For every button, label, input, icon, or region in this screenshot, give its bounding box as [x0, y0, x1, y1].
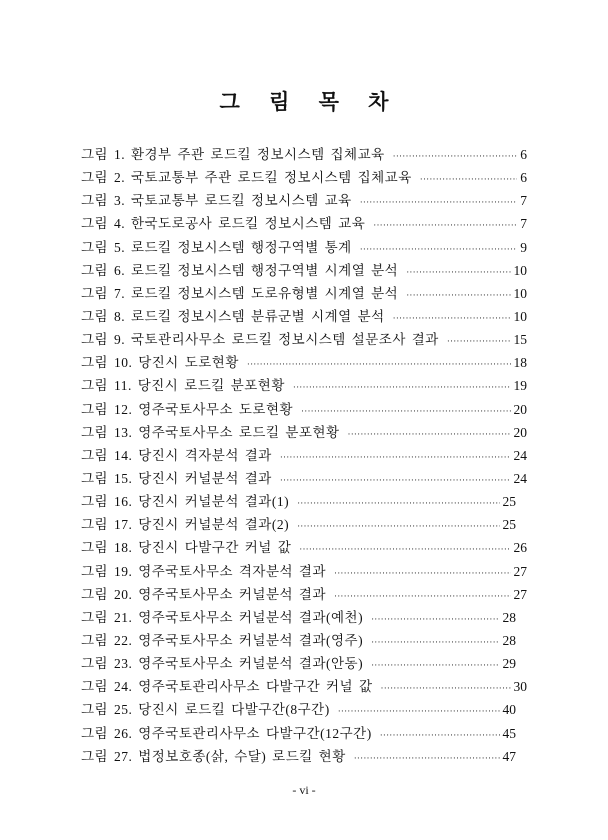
toc-entry-label: 그림 8. 로드킬 정보시스템 분류군별 시계열 분석: [81, 308, 385, 324]
toc-entry-page: 24: [513, 470, 527, 486]
toc-entry-page: 28: [502, 632, 516, 648]
toc-entry[interactable]: [81, 745, 527, 768]
dot-leader: [348, 429, 511, 439]
table-of-figures: [81, 143, 527, 768]
dot-leader: [280, 452, 511, 462]
toc-entry-page: 7: [520, 193, 527, 209]
dot-leader: [381, 683, 511, 693]
toc-entry-label: 그림 5. 로드킬 정보시스템 행정구역별 통계: [81, 239, 352, 255]
toc-entry[interactable]: [81, 421, 527, 444]
toc-entry-page: 10: [513, 308, 527, 324]
dot-leader: [299, 544, 510, 554]
toc-entry-label: 그림 4. 한국도로공사 로드킬 정보시스템 교육: [81, 216, 366, 232]
toc-entry-page: 7: [520, 216, 527, 232]
toc-entry[interactable]: [81, 629, 527, 652]
toc-entry[interactable]: [81, 467, 527, 490]
toc-entry-page: 30: [513, 679, 527, 695]
toc-entry-label: 그림 24. 영주국토관리사무소 다발구간 커널 값: [81, 679, 373, 695]
toc-entry-page: 18: [513, 355, 527, 371]
toc-entry-label: 그림 16. 당진시 커널분석 결과(1): [81, 494, 290, 510]
dot-leader: [360, 244, 518, 254]
toc-entry-label: 그림 19. 영주국토사무소 격자분석 결과: [81, 563, 326, 579]
toc-entry[interactable]: [81, 583, 527, 606]
dot-leader: [373, 220, 517, 230]
dot-leader: [297, 521, 499, 531]
dot-leader: [371, 637, 499, 647]
toc-entry[interactable]: [81, 143, 527, 166]
toc-entry-page: 6: [520, 170, 527, 186]
toc-entry[interactable]: [81, 305, 527, 328]
toc-entry-page: 29: [502, 656, 516, 672]
toc-entry[interactable]: [81, 652, 527, 675]
dot-leader: [371, 614, 499, 624]
toc-entry-label: 그림 20. 영주국토사무소 커널분석 결과: [81, 586, 326, 602]
dot-leader: [334, 568, 511, 578]
toc-entry-page: 19: [513, 378, 527, 394]
toc-entry-page: 25: [502, 494, 516, 510]
toc-entry-page: 10: [513, 285, 527, 301]
dot-leader: [406, 290, 510, 300]
dot-leader: [301, 406, 510, 416]
toc-entry-page: 6: [520, 147, 527, 162]
dot-leader: [247, 359, 511, 369]
page-number-footer: - vi -: [292, 783, 316, 797]
page-title: 그 림 목 차: [219, 90, 401, 114]
toc-entry-label: 그림 17. 당진시 커널분석 결과(2): [81, 517, 290, 533]
toc-entry-page: 26: [513, 540, 527, 556]
toc-entry-page: 20: [513, 401, 527, 417]
toc-entry-page: 15: [513, 332, 527, 348]
toc-entry[interactable]: [81, 698, 527, 721]
toc-entry[interactable]: [81, 212, 527, 235]
toc-entry-label: 그림 21. 영주국토사무소 커널분석 결과(예천): [81, 609, 364, 625]
toc-entry-page: 9: [520, 239, 527, 255]
toc-entry[interactable]: [81, 444, 527, 467]
toc-entry-label: 그림 3. 국토교통부 로드킬 정보시스템 교육: [81, 193, 352, 209]
toc-entry[interactable]: [81, 560, 527, 583]
dot-leader: [354, 753, 500, 763]
dot-leader: [360, 197, 518, 207]
toc-entry[interactable]: [81, 282, 527, 305]
toc-entry-label: 그림 7. 로드킬 정보시스템 도로유형별 시계열 분석: [81, 285, 399, 301]
dot-leader: [380, 730, 500, 740]
toc-entry-label: 그림 10. 당진시 도로현황: [81, 355, 239, 371]
toc-entry[interactable]: [81, 189, 527, 212]
dot-leader: [297, 498, 499, 508]
dot-leader: [334, 591, 511, 601]
toc-entry[interactable]: [81, 374, 527, 397]
toc-entry-page: 20: [513, 424, 527, 440]
toc-entry[interactable]: [81, 490, 527, 513]
dot-leader: [406, 267, 510, 277]
toc-entry[interactable]: [81, 675, 527, 698]
dot-leader: [393, 151, 518, 161]
dot-leader: [420, 174, 518, 184]
toc-entry[interactable]: [81, 722, 527, 745]
toc-entry-label: 그림 22. 영주국토사무소 커널분석 결과(영주): [81, 632, 364, 648]
toc-entry-label: 그림 25. 당진시 로드킬 다발구간(8구간): [81, 702, 330, 718]
toc-entry-label: 그림 2. 국토교통부 주관 로드킬 정보시스템 집체교육: [81, 170, 412, 186]
dot-leader: [338, 706, 500, 716]
toc-entry[interactable]: [81, 513, 527, 536]
toc-entry[interactable]: [81, 351, 527, 374]
dot-leader: [371, 660, 499, 670]
toc-entry-page: 25: [502, 517, 516, 533]
toc-entry-page: 47: [502, 748, 516, 764]
toc-entry-label: 그림 15. 당진시 커널분석 결과: [81, 470, 272, 486]
dot-leader: [447, 336, 511, 346]
toc-entry-label: 그림 26. 영주국토관리사무소 다발구간(12구간): [81, 725, 372, 741]
toc-entry-page: 27: [513, 563, 527, 579]
toc-entry-label: 그림 11. 당진시 로드킬 분포현황: [81, 378, 285, 394]
toc-entry-page: 40: [502, 702, 516, 718]
toc-entry-page: 27: [513, 586, 527, 602]
toc-entry-label: 그림 9. 국토관리사무소 로드킬 정보시스템 설문조사 결과: [81, 332, 439, 348]
toc-entry-page: 28: [502, 609, 516, 625]
dot-leader: [280, 475, 511, 485]
toc-entry[interactable]: [81, 259, 527, 282]
toc-entry[interactable]: [81, 328, 527, 351]
toc-entry[interactable]: [81, 166, 527, 189]
dot-leader: [393, 313, 511, 323]
toc-entry-label: 그림 14. 당진시 격자분석 결과: [81, 447, 272, 463]
toc-entry-label: 그림 23. 영주국토사무소 커널분석 결과(안동): [81, 656, 364, 672]
toc-entry-page: 24: [513, 447, 527, 463]
toc-entry-label: 그림 27. 법정보호종(삵, 수달) 로드킬 현황: [81, 748, 346, 764]
toc-entry-label: 그림 12. 영주국토사무소 도로현황: [81, 401, 294, 417]
toc-entry[interactable]: [81, 236, 527, 259]
toc-entry-label: 그림 13. 영주국토사무소 로드킬 분포현황: [81, 424, 340, 440]
toc-entry[interactable]: [81, 536, 527, 559]
toc-entry-page: 45: [502, 725, 516, 741]
toc-entry[interactable]: [81, 398, 527, 421]
toc-entry-page: 10: [513, 262, 527, 278]
dot-leader: [293, 382, 511, 392]
toc-entry-label: 그림 18. 당진시 다발구간 커널 값: [81, 540, 292, 556]
toc-entry[interactable]: [81, 606, 527, 629]
toc-entry-label: 그림 1. 환경부 주관 로드킬 정보시스템 집체교육: [81, 147, 385, 162]
toc-entry-label: 그림 6. 로드킬 정보시스템 행정구역별 시계열 분석: [81, 262, 399, 278]
